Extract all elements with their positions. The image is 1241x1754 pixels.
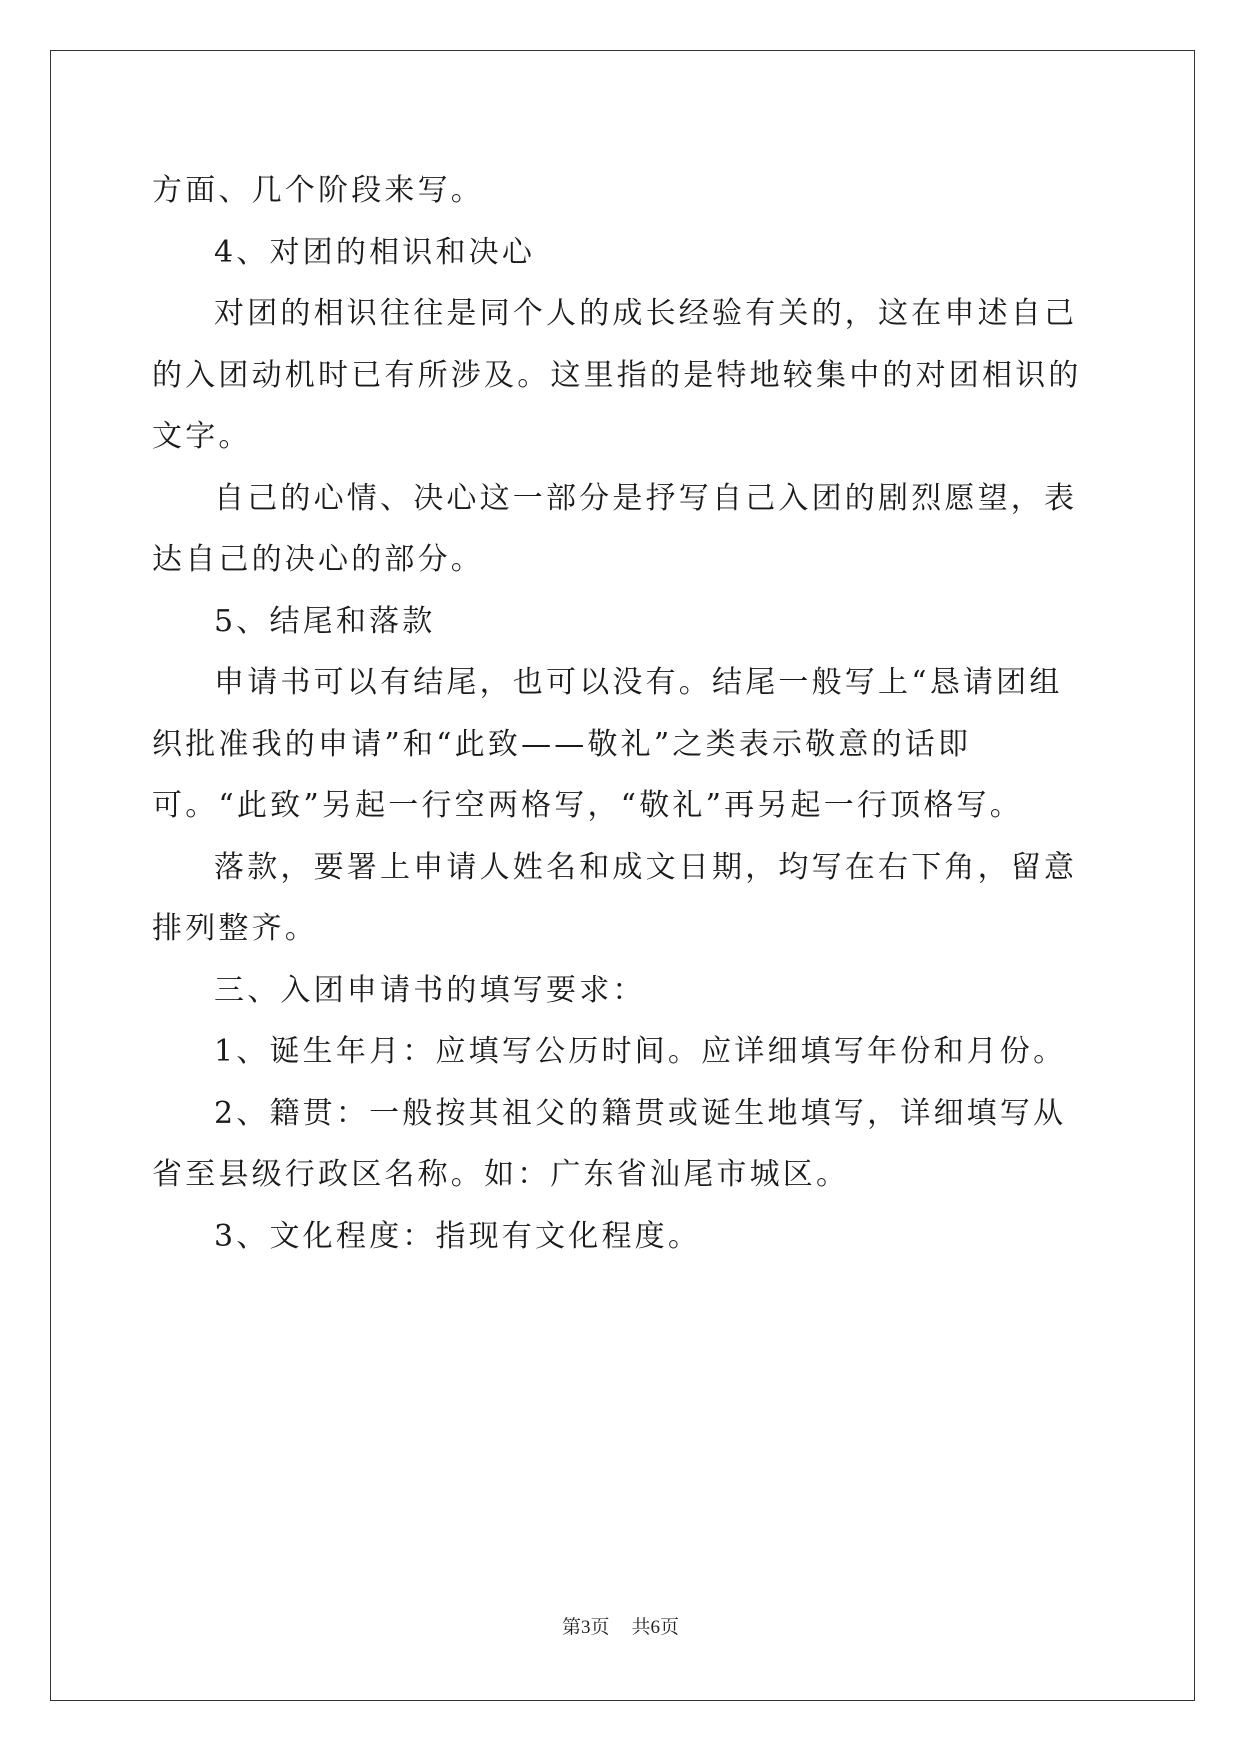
list-item: 1、诞生年月：应填写公历时间。应详细填写年份和月份。 bbox=[214, 1034, 1067, 1069]
paragraph-continuation: 方面、几个阶段来写。 bbox=[152, 173, 484, 208]
paragraph: 申请书可以有结尾，也可以没有。结尾一般写上“恳请团组织批准我的申请”和“此致——敬礼”之类表示敬意的话即可。“此致”另起一行空两格写，“敬礼”再另起一行顶格写。 bbox=[152, 665, 1063, 823]
list-item: 3、文化程度：指现有文化程度。 bbox=[214, 1218, 702, 1254]
section-heading-ending: 5、结尾和落款 bbox=[214, 603, 436, 639]
list-item: 2、籍贯：一般按其祖父的籍贯或诞生地填写，详细填写从省至县级行政区名称。如：广东省汕尾市城区。 bbox=[152, 1095, 1067, 1192]
section-heading-requirements: 三、入团申请书的填写要求： bbox=[214, 972, 646, 1008]
document-body bbox=[152, 160, 1087, 1267]
current-page-label: 第3页 bbox=[561, 1617, 610, 1638]
paragraph: 自己的心情、决心这一部分是抒写自己入团的剧烈愿望，表达自己的决心的部分。 bbox=[152, 480, 1078, 577]
total-pages-label: 共6页 bbox=[631, 1617, 680, 1638]
page-footer bbox=[0, 1612, 1241, 1639]
paragraph: 落款，要署上申请人姓名和成文日期，均写在右下角，留意排列整齐。 bbox=[152, 849, 1078, 946]
paragraph: 对团的相识往往是同个人的成长经验有关的，这在申述自己的入团动机时已有所涉及。这里指的是特地较集中的对团相识的文字。 bbox=[152, 296, 1082, 454]
section-heading-belief: 4、对团的相识和决心 bbox=[214, 234, 536, 270]
